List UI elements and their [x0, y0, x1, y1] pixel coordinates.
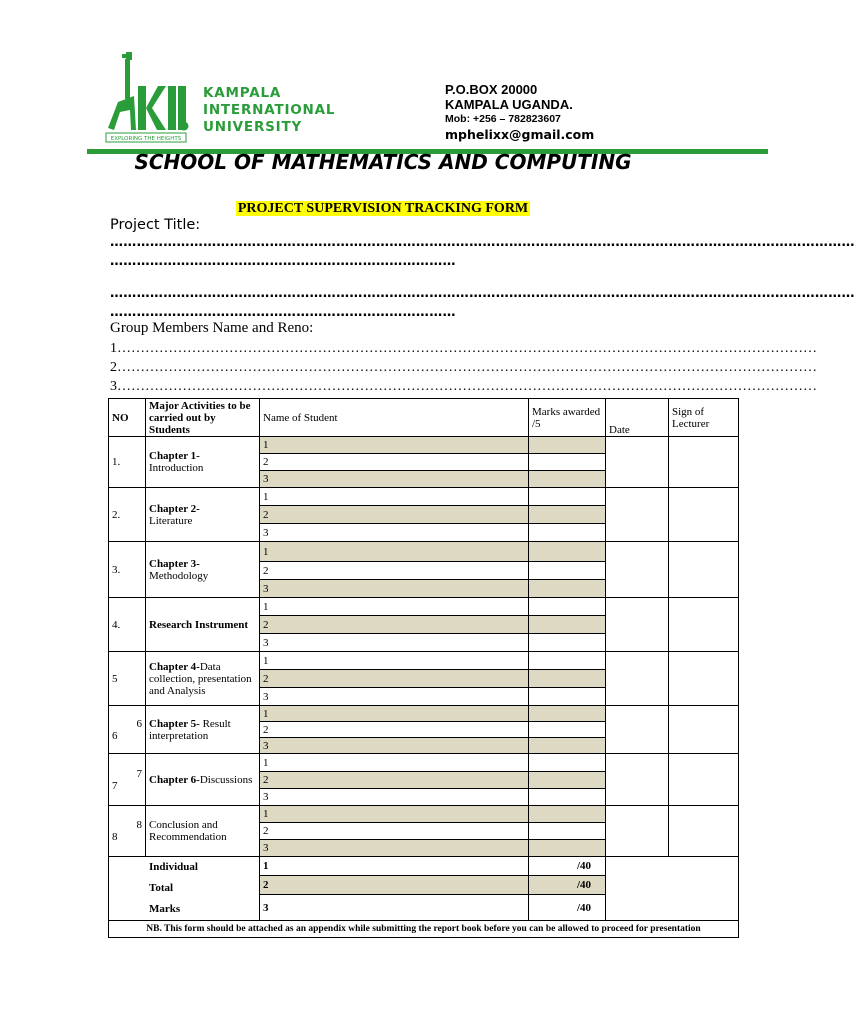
activity-subtitle: Conclusion and Recommendation — [149, 819, 227, 843]
header-student-name: Name of Student — [260, 399, 529, 437]
total-student-cell[interactable]: 2 — [260, 876, 529, 895]
marks-cell[interactable] — [529, 652, 606, 670]
student-name-cell[interactable]: 3 — [260, 840, 529, 857]
sign-cell[interactable] — [669, 754, 739, 806]
marks-cell[interactable] — [529, 823, 606, 840]
sign-cell[interactable] — [669, 706, 739, 754]
member-line-1[interactable]: 1…………………………………………………………………………………………………………………………………… — [110, 341, 817, 356]
date-cell[interactable] — [606, 542, 669, 598]
sign-cell[interactable] — [669, 806, 739, 857]
city: KAMPALA UGANDA. — [445, 97, 573, 112]
student-name-cell[interactable]: 1 — [260, 542, 529, 562]
activity-title: Chapter 5- — [149, 717, 200, 730]
student-name-cell[interactable]: 3 — [260, 524, 529, 542]
date-cell[interactable] — [606, 437, 669, 488]
marks-cell[interactable] — [529, 580, 606, 598]
student-name-cell[interactable]: 2 — [260, 823, 529, 840]
activity-cell — [146, 598, 260, 652]
date-cell[interactable] — [606, 598, 669, 652]
activity-title: Chapter 1- — [149, 450, 200, 462]
activity-cell — [146, 437, 260, 488]
total-student-cell[interactable]: 3 — [260, 895, 529, 921]
activity-subtitle: Data collection, presentation and Analysis — [149, 660, 252, 697]
activity-cell — [146, 806, 260, 857]
project-title-label: Project Title: — [110, 217, 201, 233]
row-number: 2. — [109, 488, 146, 542]
activity-title: Research Instrument — [149, 618, 249, 631]
marks-cell[interactable] — [529, 806, 606, 823]
sign-cell[interactable] — [669, 488, 739, 542]
form-title — [108, 201, 658, 217]
student-name-cell[interactable]: 3 — [260, 580, 529, 598]
project-title-line-1[interactable]: …………………………………………………………………………………………………………………………………………………… — [110, 235, 855, 250]
student-name-cell[interactable]: 2 — [260, 616, 529, 634]
row-number: 5 — [109, 652, 146, 706]
marks-cell[interactable] — [529, 789, 606, 806]
student-name-cell[interactable]: 1 — [260, 652, 529, 670]
marks-cell[interactable] — [529, 598, 606, 616]
row-number: 3. — [109, 542, 146, 598]
activity-cell — [146, 754, 260, 806]
student-name-cell[interactable]: 3 — [260, 634, 529, 652]
student-name-cell[interactable]: 2 — [260, 562, 529, 580]
total-marks-cell[interactable]: /40 — [529, 876, 606, 895]
marks-cell[interactable] — [529, 634, 606, 652]
project-title-line-4[interactable]: …………………………………………………………………… — [110, 305, 456, 320]
row-number: 4. — [109, 598, 146, 652]
row-number: 8 8 — [109, 806, 146, 857]
form-title-text: PROJECT SUPERVISION TRACKING FORM — [237, 201, 529, 216]
header-no: NO — [109, 399, 146, 437]
marks-cell[interactable] — [529, 738, 606, 754]
date-cell[interactable] — [606, 488, 669, 542]
date-cell[interactable] — [606, 754, 669, 806]
activity-cell — [146, 488, 260, 542]
sign-cell[interactable] — [669, 652, 739, 706]
logo-motto: EXPLORING THE HEIGHTS — [110, 136, 182, 142]
activity-title: Chapter 6- — [149, 773, 200, 786]
student-name-cell[interactable]: 2 — [260, 670, 529, 688]
member-line-3[interactable]: 3…………………………………………………………………………………………………………………………………… — [110, 379, 817, 394]
marks-cell[interactable] — [529, 471, 606, 488]
project-title-line-3[interactable]: …………………………………………………………………………………………………………………………………………………… — [110, 286, 855, 301]
activity-cell — [146, 706, 260, 754]
marks-cell[interactable] — [529, 506, 606, 524]
po-box: P.O.BOX 20000 — [445, 82, 538, 97]
marks-cell[interactable] — [529, 524, 606, 542]
marks-cell[interactable] — [529, 722, 606, 738]
email: mphelixx@gmail.com — [445, 127, 595, 142]
activity-subtitle: Discussions — [199, 773, 253, 786]
activity-subtitle: Methodology — [149, 569, 209, 582]
member-line-2[interactable]: 2…………………………………………………………………………………………………………………………………… — [110, 360, 817, 375]
marks-cell[interactable] — [529, 706, 606, 722]
student-name-cell[interactable]: 3 — [260, 789, 529, 806]
tracking-table — [108, 398, 739, 938]
project-title-line-2[interactable]: …………………………………………………………………… — [110, 254, 456, 269]
student-name-cell[interactable]: 3 — [260, 471, 529, 488]
marks-cell[interactable] — [529, 840, 606, 857]
mobile: Mob: +256 – 782823607 — [445, 113, 561, 125]
total-marks-cell[interactable]: /40 — [529, 895, 606, 921]
row-number: 7 7 — [109, 754, 146, 806]
marks-cell[interactable] — [529, 772, 606, 789]
marks-cell[interactable] — [529, 454, 606, 471]
row-number: 1. — [109, 437, 146, 488]
activity-title: Chapter 2- — [149, 502, 200, 515]
student-name-cell[interactable]: 1 — [260, 437, 529, 454]
activity-subtitle: Result interpretation — [149, 717, 231, 742]
total-student-cell[interactable]: 1 — [260, 857, 529, 876]
student-name-cell[interactable]: 2 — [260, 772, 529, 789]
student-name-cell[interactable]: 1 — [260, 806, 529, 823]
student-name-cell[interactable]: 3 — [260, 688, 529, 706]
footer-note: NB. This form should be attached as an appendix while submitting the report book before you can be allowed to proceed for presentation — [109, 921, 739, 938]
total-blank-cell — [606, 857, 739, 921]
student-name-cell[interactable]: 3 — [260, 738, 529, 754]
student-name-cell[interactable]: 1 — [260, 598, 529, 616]
header-marks: Marks awarded /5 — [529, 399, 606, 437]
university-name-line-3: UNIVERSITY — [203, 119, 303, 135]
sign-cell[interactable] — [669, 542, 739, 598]
student-name-cell[interactable]: 1 — [260, 488, 529, 506]
activity-cell — [146, 542, 260, 598]
row-number: 6 6 — [109, 706, 146, 754]
marks-cell[interactable] — [529, 562, 606, 580]
marks-cell[interactable] — [529, 688, 606, 706]
activity-title: Chapter 4- — [149, 660, 200, 673]
marks-cell[interactable] — [529, 616, 606, 634]
marks-cell[interactable] — [529, 488, 606, 506]
group-members-label: Group Members Name and Reno: — [110, 320, 314, 336]
university-name — [203, 85, 335, 136]
student-name-cell[interactable]: 2 — [260, 722, 529, 738]
header-sign: Sign of Lecturer — [669, 399, 739, 437]
university-name-line-2: INTERNATIONAL — [203, 102, 336, 118]
school-title: SCHOOL OF MATHEMATICS AND COMPUTING — [134, 150, 632, 174]
marks-cell[interactable] — [529, 542, 606, 562]
activity-cell — [146, 652, 260, 706]
sign-cell[interactable] — [669, 437, 739, 488]
contact-block — [445, 82, 594, 142]
date-cell[interactable] — [606, 652, 669, 706]
marks-cell[interactable] — [529, 437, 606, 454]
header-date: Date — [606, 399, 669, 437]
date-cell[interactable] — [606, 706, 669, 754]
university-name-line-1: KAMPALA — [203, 85, 282, 101]
marks-cell[interactable] — [529, 670, 606, 688]
sign-cell[interactable] — [669, 598, 739, 652]
student-name-cell[interactable]: 2 — [260, 506, 529, 524]
marks-cell[interactable] — [529, 754, 606, 772]
student-name-cell[interactable]: 1 — [260, 706, 529, 722]
student-name-cell[interactable]: 1 — [260, 754, 529, 772]
total-marks-cell[interactable]: /40 — [529, 857, 606, 876]
activity-subtitle: Introduction — [149, 462, 204, 474]
individual-total-label: Individual Total Marks — [109, 857, 260, 921]
header-activities: Major Activities to be carried out by Students — [146, 399, 260, 437]
activity-subtitle: Literature — [149, 514, 193, 527]
student-name-cell[interactable]: 2 — [260, 454, 529, 471]
activity-title: Chapter 3- — [149, 557, 200, 570]
date-cell[interactable] — [606, 806, 669, 857]
kiu-logo — [104, 50, 188, 144]
